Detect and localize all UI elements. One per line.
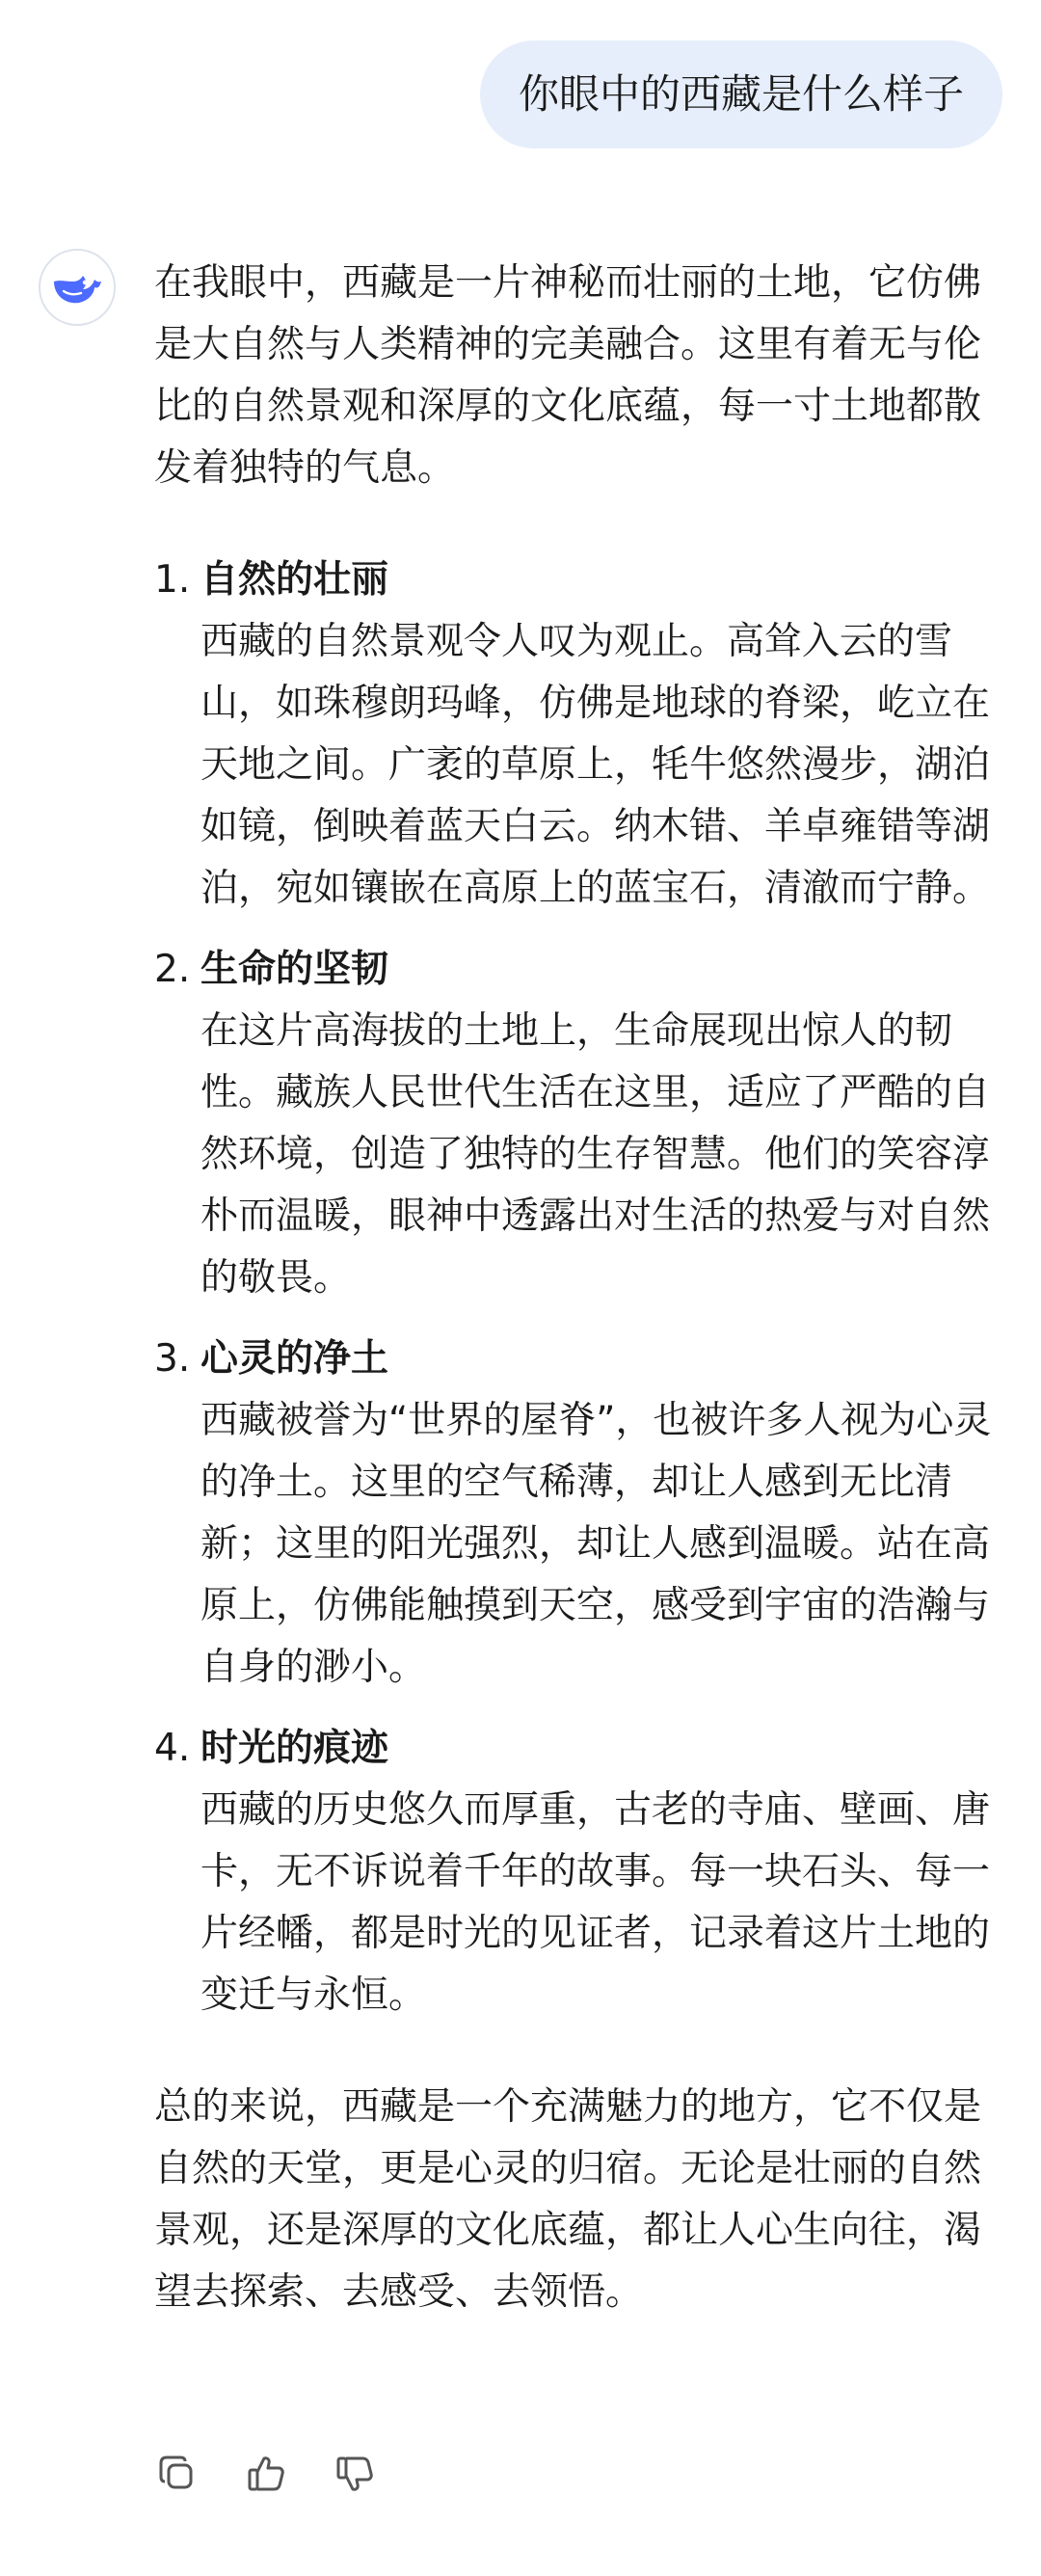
whale-logo-icon	[50, 268, 104, 307]
thumbs-up-icon	[245, 2453, 287, 2495]
user-message-bubble	[480, 40, 1002, 148]
list-item-title: 自然的壮丽	[200, 558, 389, 602]
list-item-body: 西藏的自然景观令人叹为观止。高耸入云的雪山，如珠穆朗玛峰，仿佛是地球的脊梁，屹立在天地之间。广袤的草原上，牦牛悠然漫步，湖泊如镜，倒映着蓝天白云。纳木错、羊卓雍错等湖泊，宛如镶嵌在高原上的蓝宝石，清澈而宁静。	[200, 620, 991, 910]
message-actions	[154, 2451, 378, 2497]
list-item-title: 时光的痕迹	[200, 1727, 389, 1770]
answer-points-list	[154, 550, 1002, 2026]
thumbs-down-icon	[334, 2453, 376, 2495]
list-item	[154, 939, 1002, 1309]
list-item-number: 1.	[154, 558, 191, 602]
answer-intro: 在我眼中，西藏是一片神秘而壮丽的土地，它仿佛是大自然与人类精神的完美融合。这里有着无与伦比的自然景观和深厚的文化底蕴，每一寸土地都散发着独特的气息。	[154, 261, 982, 490]
list-item	[154, 1718, 1002, 2026]
copy-button[interactable]	[154, 2451, 200, 2497]
dislike-button[interactable]	[332, 2451, 378, 2497]
list-item-title: 心灵的净土	[200, 1337, 389, 1381]
copy-icon	[156, 2453, 199, 2495]
list-item-title: 生命的坚韧	[200, 948, 389, 991]
list-item-number: 3.	[154, 1337, 191, 1381]
list-item-number: 4.	[154, 1727, 191, 1770]
list-item-number: 2.	[154, 948, 191, 991]
list-item-body: 西藏的历史悠久而厚重，古老的寺庙、壁画、唐卡，无不诉说着千年的故事。每一块石头、每一片经幡，都是时光的见证者，记录着这片土地的变迁与永恒。	[200, 1788, 991, 2017]
list-item	[154, 550, 1002, 920]
user-message-text: 你眼中的西藏是什么样子	[518, 70, 964, 118]
assistant-answer	[154, 253, 1002, 2323]
assistant-avatar	[39, 249, 116, 326]
list-item	[154, 1328, 1002, 1699]
list-item-body: 西藏被誉为“世界的屋脊”，也被许多人视为心灵的净土。这里的空气稀薄，却让人感到无比清新；这里的阳光强烈，却让人感到温暖。站在高原上，仿佛能触摸到天空，感受到宇宙的浩瀚与自身的渺小。	[200, 1399, 992, 1689]
like-button[interactable]	[243, 2451, 289, 2497]
answer-conclusion: 总的来说，西藏是一个充满魅力的地方，它不仅是自然的天堂，更是心灵的归宿。无论是壮丽的自然景观，还是深厚的文化底蕴，都让人心生向往，渴望去探索、去感受、去领悟。	[154, 2085, 982, 2314]
list-item-body: 在这片高海拔的土地上，生命展现出惊人的韧性。藏族人民世代生活在这里，适应了严酷的自然环境，创造了独特的生存智慧。他们的笑容淳朴而温暖，眼神中透露出对生活的热爱与对自然的敬畏。	[200, 1009, 991, 1300]
